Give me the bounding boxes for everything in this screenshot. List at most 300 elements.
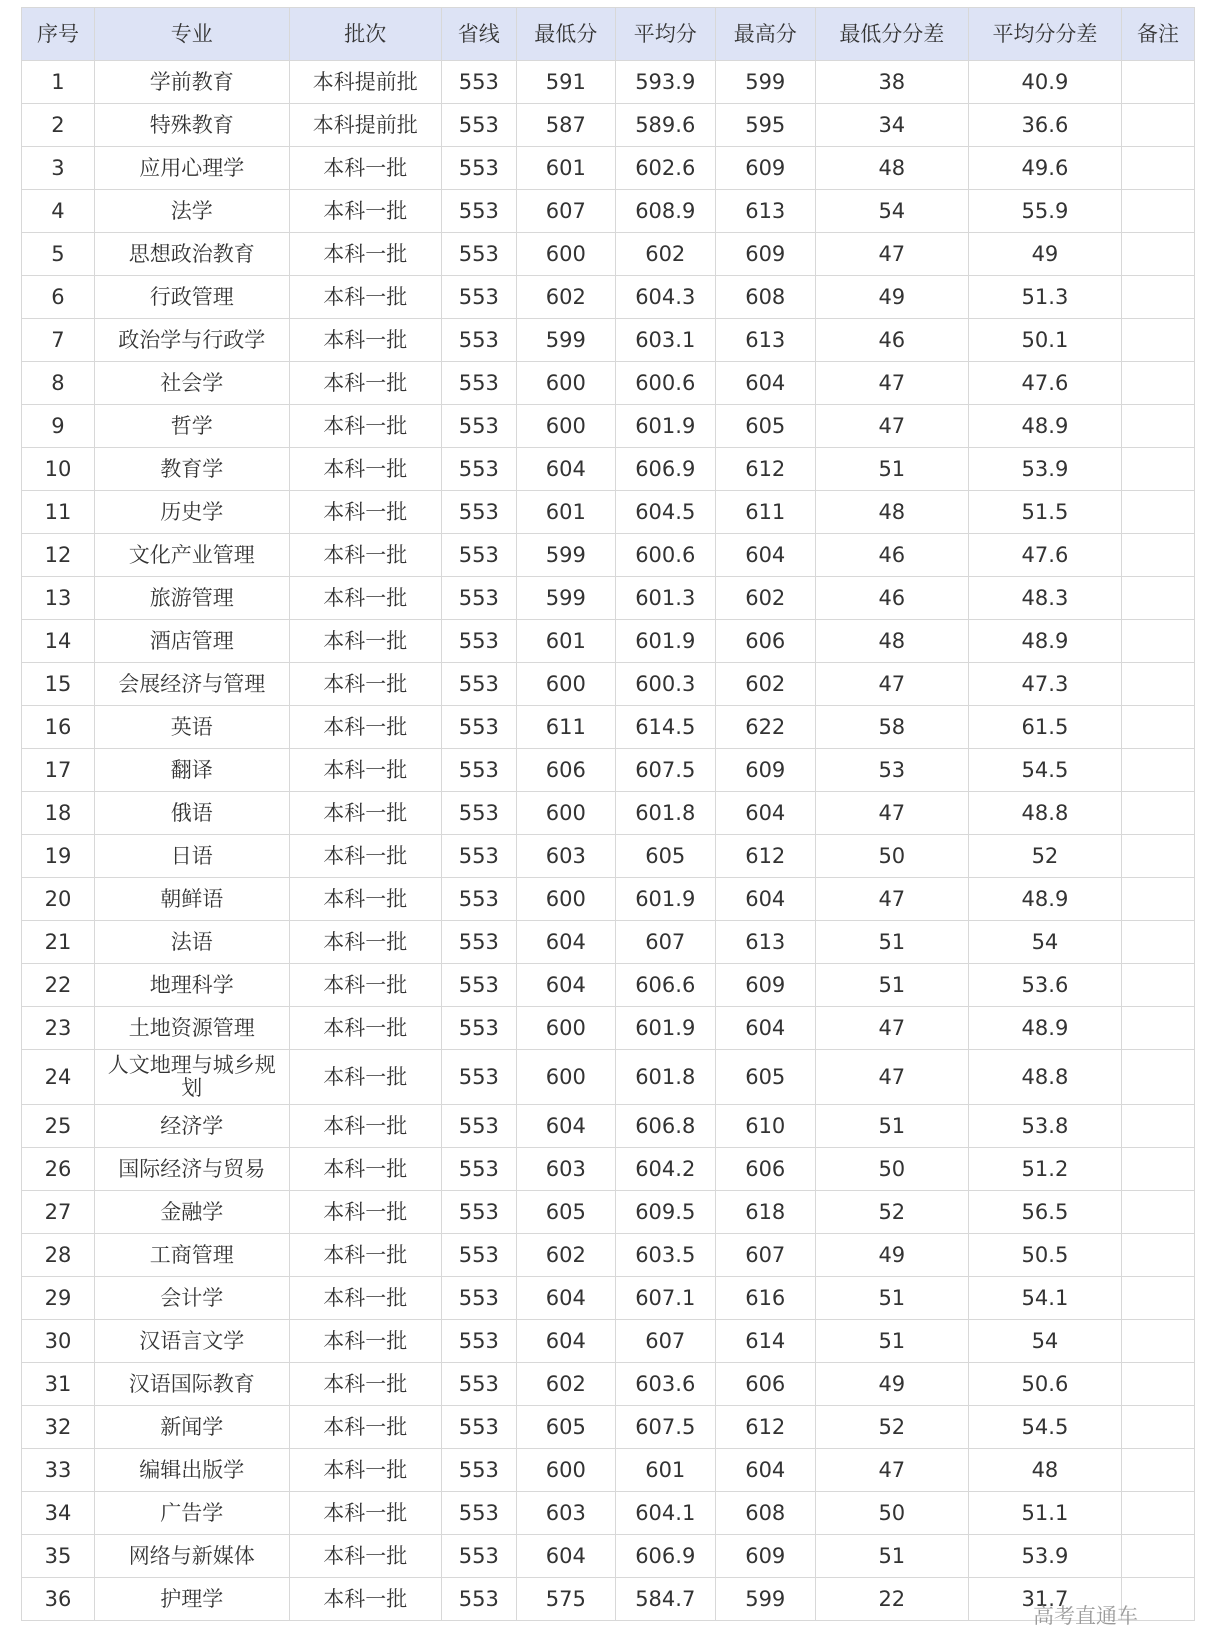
cell-max-score: 604 <box>715 878 815 921</box>
cell-major <box>94 61 289 104</box>
cell-min-diff: 51 <box>815 1320 968 1363</box>
cell-avg-score: 609.5 <box>615 1191 715 1234</box>
cell-index: 25 <box>22 1105 95 1148</box>
major-name: 经济学 <box>160 1114 224 1138</box>
cell-avg-score: 602 <box>615 233 715 276</box>
cell-index: 22 <box>22 964 95 1007</box>
cell-batch: 本科一批 <box>289 1191 441 1234</box>
cell-index: 7 <box>22 319 95 362</box>
cell-index: 24 <box>22 1050 95 1105</box>
cell-index: 19 <box>22 835 95 878</box>
table-row <box>22 964 1195 1007</box>
cell-remark <box>1122 491 1195 534</box>
cell-batch: 本科一批 <box>289 878 441 921</box>
cell-province-line: 553 <box>441 1363 516 1406</box>
cell-remark <box>1122 276 1195 319</box>
cell-remark <box>1122 1007 1195 1050</box>
cell-avg-diff: 47.3 <box>968 663 1121 706</box>
cell-avg-score: 601 <box>615 1449 715 1492</box>
cell-remark <box>1122 749 1195 792</box>
cell-avg-diff: 56.5 <box>968 1191 1121 1234</box>
major-name: 法学 <box>170 199 213 223</box>
major-name: 特殊教育 <box>149 113 234 137</box>
cell-min-diff: 48 <box>815 147 968 190</box>
cell-major <box>94 1320 289 1363</box>
cell-avg-score: 601.9 <box>615 1007 715 1050</box>
major-name: 网络与新媒体 <box>128 1544 255 1568</box>
cell-remark <box>1122 878 1195 921</box>
table-row <box>22 405 1195 448</box>
cell-max-score: 613 <box>715 190 815 233</box>
cell-batch: 本科一批 <box>289 491 441 534</box>
cell-major <box>94 964 289 1007</box>
cell-min-diff: 47 <box>815 233 968 276</box>
cell-min-score: 602 <box>516 276 615 319</box>
cell-avg-diff: 36.6 <box>968 104 1121 147</box>
table-row <box>22 362 1195 405</box>
cell-max-score: 610 <box>715 1105 815 1148</box>
table-row <box>22 620 1195 663</box>
cell-index: 5 <box>22 233 95 276</box>
table-row <box>22 1234 1195 1277</box>
cell-batch: 本科一批 <box>289 233 441 276</box>
cell-province-line: 553 <box>441 663 516 706</box>
cell-min-score: 600 <box>516 792 615 835</box>
table-row <box>22 104 1195 147</box>
cell-max-score: 604 <box>715 792 815 835</box>
cell-batch: 本科一批 <box>289 577 441 620</box>
cell-major <box>94 104 289 147</box>
cell-batch: 本科一批 <box>289 1234 441 1277</box>
cell-min-diff: 48 <box>815 620 968 663</box>
column-header: 专业 <box>94 8 289 61</box>
table-row <box>22 1363 1195 1406</box>
cell-index: 28 <box>22 1234 95 1277</box>
major-name: 土地资源管理 <box>128 1016 255 1040</box>
cell-min-score: 600 <box>516 1449 615 1492</box>
cell-major <box>94 147 289 190</box>
cell-batch: 本科一批 <box>289 448 441 491</box>
cell-avg-diff: 53.9 <box>968 1535 1121 1578</box>
cell-min-diff: 53 <box>815 749 968 792</box>
column-header: 平均分 <box>615 8 715 61</box>
cell-avg-score: 601.3 <box>615 577 715 620</box>
cell-major <box>94 1578 289 1621</box>
watermark-caption: 高考直通车 <box>1033 1604 1138 1628</box>
cell-avg-score: 606.6 <box>615 964 715 1007</box>
cell-major <box>94 1363 289 1406</box>
cell-index: 14 <box>22 620 95 663</box>
cell-remark <box>1122 620 1195 663</box>
cell-max-score: 609 <box>715 964 815 1007</box>
cell-province-line: 553 <box>441 319 516 362</box>
cell-index: 21 <box>22 921 95 964</box>
cell-province-line: 553 <box>441 1578 516 1621</box>
column-header: 最低分 <box>516 8 615 61</box>
table-row <box>22 190 1195 233</box>
cell-remark <box>1122 1406 1195 1449</box>
cell-min-score: 600 <box>516 878 615 921</box>
cell-min-score: 601 <box>516 491 615 534</box>
cell-min-diff: 52 <box>815 1191 968 1234</box>
cell-min-score: 603 <box>516 835 615 878</box>
cell-province-line: 553 <box>441 1449 516 1492</box>
major-name: 新闻学 <box>160 1415 224 1439</box>
cell-min-score: 604 <box>516 1105 615 1148</box>
cell-province-line: 553 <box>441 190 516 233</box>
cell-remark <box>1122 1148 1195 1191</box>
cell-max-score: 604 <box>715 1449 815 1492</box>
cell-min-diff: 22 <box>815 1578 968 1621</box>
table-row <box>22 878 1195 921</box>
cell-min-score: 603 <box>516 1492 615 1535</box>
cell-avg-diff: 48.8 <box>968 1050 1121 1105</box>
cell-major <box>94 577 289 620</box>
major-name: 文化产业管理 <box>128 543 255 567</box>
cell-avg-score: 614.5 <box>615 706 715 749</box>
cell-index: 11 <box>22 491 95 534</box>
cell-major <box>94 1406 289 1449</box>
cell-avg-diff: 51.1 <box>968 1492 1121 1535</box>
cell-max-score: 599 <box>715 61 815 104</box>
cell-avg-score: 601.9 <box>615 620 715 663</box>
cell-max-score: 604 <box>715 534 815 577</box>
cell-major <box>94 835 289 878</box>
cell-major <box>94 878 289 921</box>
cell-min-score: 604 <box>516 921 615 964</box>
column-header: 最高分 <box>715 8 815 61</box>
cell-remark <box>1122 1050 1195 1105</box>
cell-avg-score: 601.8 <box>615 792 715 835</box>
cell-province-line: 553 <box>441 276 516 319</box>
cell-avg-score: 603.5 <box>615 1234 715 1277</box>
major-name: 金融学 <box>160 1200 224 1224</box>
cell-index: 36 <box>22 1578 95 1621</box>
cell-batch: 本科一批 <box>289 1406 441 1449</box>
cell-province-line: 553 <box>441 792 516 835</box>
cell-max-score: 604 <box>715 1007 815 1050</box>
cell-batch: 本科提前批 <box>289 61 441 104</box>
major-name: 旅游管理 <box>149 586 234 610</box>
major-name: 会计学 <box>160 1286 224 1310</box>
cell-max-score: 611 <box>715 491 815 534</box>
cell-avg-diff: 47.6 <box>968 534 1121 577</box>
cell-batch: 本科一批 <box>289 147 441 190</box>
cell-major <box>94 620 289 663</box>
cell-avg-score: 593.9 <box>615 61 715 104</box>
cell-min-score: 599 <box>516 319 615 362</box>
cell-avg-score: 604.2 <box>615 1148 715 1191</box>
cell-batch: 本科一批 <box>289 1449 441 1492</box>
cell-min-diff: 46 <box>815 534 968 577</box>
major-name: 社会学 <box>160 371 224 395</box>
column-header: 批次 <box>289 8 441 61</box>
cell-remark <box>1122 706 1195 749</box>
cell-index: 27 <box>22 1191 95 1234</box>
cell-min-score: 606 <box>516 749 615 792</box>
cell-min-diff: 50 <box>815 1148 968 1191</box>
cell-avg-diff: 47.6 <box>968 362 1121 405</box>
cell-remark <box>1122 1320 1195 1363</box>
cell-min-score: 599 <box>516 534 615 577</box>
major-name: 护理学 <box>160 1587 224 1611</box>
cell-index: 17 <box>22 749 95 792</box>
cell-province-line: 553 <box>441 233 516 276</box>
cell-min-diff: 47 <box>815 1050 968 1105</box>
table-row <box>22 534 1195 577</box>
cell-province-line: 553 <box>441 1105 516 1148</box>
cell-batch: 本科一批 <box>289 620 441 663</box>
cell-major <box>94 663 289 706</box>
table-row <box>22 577 1195 620</box>
cell-province-line: 553 <box>441 1320 516 1363</box>
cell-avg-diff: 48.9 <box>968 405 1121 448</box>
cell-province-line: 553 <box>441 1492 516 1535</box>
cell-avg-diff: 48.8 <box>968 792 1121 835</box>
cell-index: 18 <box>22 792 95 835</box>
cell-index: 23 <box>22 1007 95 1050</box>
cell-batch: 本科一批 <box>289 663 441 706</box>
cell-max-score: 595 <box>715 104 815 147</box>
cell-index: 16 <box>22 706 95 749</box>
cell-major <box>94 1050 289 1105</box>
major-name: 应用心理学 <box>139 156 245 180</box>
cell-avg-diff: 53.6 <box>968 964 1121 1007</box>
cell-avg-score: 606.8 <box>615 1105 715 1148</box>
cell-min-diff: 47 <box>815 405 968 448</box>
table-row <box>22 921 1195 964</box>
cell-major <box>94 276 289 319</box>
cell-batch: 本科一批 <box>289 405 441 448</box>
cell-batch: 本科一批 <box>289 1105 441 1148</box>
cell-min-diff: 51 <box>815 964 968 1007</box>
cell-min-score: 605 <box>516 1191 615 1234</box>
cell-min-score: 600 <box>516 1007 615 1050</box>
cell-remark <box>1122 1449 1195 1492</box>
cell-remark <box>1122 1535 1195 1578</box>
cell-avg-score: 589.6 <box>615 104 715 147</box>
cell-province-line: 553 <box>441 577 516 620</box>
cell-avg-diff: 54 <box>968 921 1121 964</box>
cell-major <box>94 1277 289 1320</box>
major-name: 地理科学 <box>149 973 234 997</box>
cell-batch: 本科一批 <box>289 362 441 405</box>
cell-remark <box>1122 1191 1195 1234</box>
cell-max-score: 607 <box>715 1234 815 1277</box>
major-name: 会展经济与管理 <box>118 672 266 696</box>
cell-min-diff: 51 <box>815 1277 968 1320</box>
cell-batch: 本科一批 <box>289 964 441 1007</box>
cell-major <box>94 1535 289 1578</box>
cell-batch: 本科提前批 <box>289 104 441 147</box>
cell-index: 2 <box>22 104 95 147</box>
cell-min-diff: 51 <box>815 1105 968 1148</box>
table-row <box>22 1007 1195 1050</box>
cell-remark <box>1122 921 1195 964</box>
cell-min-diff: 38 <box>815 61 968 104</box>
cell-max-score: 606 <box>715 620 815 663</box>
cell-remark <box>1122 448 1195 491</box>
cell-min-diff: 47 <box>815 878 968 921</box>
cell-avg-score: 607.1 <box>615 1277 715 1320</box>
cell-avg-diff: 48.9 <box>968 620 1121 663</box>
cell-index: 4 <box>22 190 95 233</box>
cell-avg-score: 607.5 <box>615 1406 715 1449</box>
cell-index: 6 <box>22 276 95 319</box>
cell-avg-score: 601.9 <box>615 878 715 921</box>
cell-avg-diff: 54.5 <box>968 749 1121 792</box>
cell-province-line: 553 <box>441 1234 516 1277</box>
column-header: 序号 <box>22 8 95 61</box>
cell-remark <box>1122 835 1195 878</box>
table-row <box>22 448 1195 491</box>
cell-province-line: 553 <box>441 749 516 792</box>
cell-avg-score: 605 <box>615 835 715 878</box>
cell-min-score: 603 <box>516 1148 615 1191</box>
cell-min-score: 600 <box>516 405 615 448</box>
table-row <box>22 276 1195 319</box>
cell-avg-diff: 49 <box>968 233 1121 276</box>
cell-province-line: 553 <box>441 1406 516 1449</box>
cell-remark <box>1122 61 1195 104</box>
cell-avg-score: 606.9 <box>615 1535 715 1578</box>
cell-avg-score: 600.6 <box>615 534 715 577</box>
cell-max-score: 606 <box>715 1148 815 1191</box>
cell-min-score: 602 <box>516 1234 615 1277</box>
major-name: 英语 <box>170 715 213 739</box>
cell-province-line: 553 <box>441 1050 516 1105</box>
major-name: 哲学 <box>170 414 213 438</box>
cell-min-diff: 48 <box>815 491 968 534</box>
table-row <box>22 1449 1195 1492</box>
cell-remark <box>1122 964 1195 1007</box>
cell-avg-diff: 50.5 <box>968 1234 1121 1277</box>
major-name: 朝鲜语 <box>160 887 224 911</box>
major-name: 行政管理 <box>149 285 234 309</box>
cell-avg-score: 608.9 <box>615 190 715 233</box>
cell-min-score: 604 <box>516 448 615 491</box>
cell-batch: 本科一批 <box>289 749 441 792</box>
cell-min-diff: 47 <box>815 1449 968 1492</box>
cell-min-diff: 58 <box>815 706 968 749</box>
cell-avg-diff: 54 <box>968 1320 1121 1363</box>
cell-province-line: 553 <box>441 620 516 663</box>
cell-remark <box>1122 1492 1195 1535</box>
cell-remark <box>1122 577 1195 620</box>
cell-avg-score: 604.5 <box>615 491 715 534</box>
cell-province-line: 553 <box>441 706 516 749</box>
major-name: 俄语 <box>170 801 213 825</box>
table-row <box>22 147 1195 190</box>
cell-avg-score: 607 <box>615 1320 715 1363</box>
table-header <box>22 8 1195 61</box>
cell-avg-diff: 53.9 <box>968 448 1121 491</box>
table-row <box>22 491 1195 534</box>
cell-max-score: 605 <box>715 1050 815 1105</box>
cell-avg-diff: 31.7 <box>968 1578 1121 1621</box>
table-row <box>22 792 1195 835</box>
cell-min-diff: 47 <box>815 1007 968 1050</box>
cell-max-score: 609 <box>715 147 815 190</box>
cell-batch: 本科一批 <box>289 1578 441 1621</box>
column-header: 平均分分差 <box>968 8 1121 61</box>
cell-avg-diff: 51.2 <box>968 1148 1121 1191</box>
cell-min-score: 611 <box>516 706 615 749</box>
major-name: 法语 <box>170 930 213 954</box>
cell-province-line: 553 <box>441 448 516 491</box>
cell-major <box>94 319 289 362</box>
cell-index: 29 <box>22 1277 95 1320</box>
cell-index: 30 <box>22 1320 95 1363</box>
cell-max-score: 612 <box>715 448 815 491</box>
major-name: 日语 <box>170 844 213 868</box>
cell-min-diff: 46 <box>815 319 968 362</box>
major-name: 编辑出版学 <box>139 1458 245 1482</box>
table-row <box>22 1105 1195 1148</box>
cell-batch: 本科一批 <box>289 319 441 362</box>
cell-remark <box>1122 1105 1195 1148</box>
cell-max-score: 608 <box>715 1492 815 1535</box>
cell-batch: 本科一批 <box>289 1007 441 1050</box>
cell-province-line: 553 <box>441 534 516 577</box>
cell-avg-diff: 49.6 <box>968 147 1121 190</box>
cell-max-score: 609 <box>715 749 815 792</box>
cell-remark <box>1122 792 1195 835</box>
cell-max-score: 608 <box>715 276 815 319</box>
column-header: 备注 <box>1122 8 1195 61</box>
table-row <box>22 1277 1195 1320</box>
cell-max-score: 614 <box>715 1320 815 1363</box>
cell-index: 34 <box>22 1492 95 1535</box>
cell-major <box>94 792 289 835</box>
cell-province-line: 553 <box>441 1007 516 1050</box>
cell-index: 1 <box>22 61 95 104</box>
table-row <box>22 1050 1195 1105</box>
cell-major <box>94 534 289 577</box>
cell-batch: 本科一批 <box>289 1535 441 1578</box>
cell-major <box>94 1148 289 1191</box>
cell-batch: 本科一批 <box>289 835 441 878</box>
cell-avg-score: 606.9 <box>615 448 715 491</box>
cell-avg-diff: 40.9 <box>968 61 1121 104</box>
cell-remark <box>1122 233 1195 276</box>
major-name: 汉语言文学 <box>139 1329 245 1353</box>
major-name: 国际经济与贸易 <box>118 1157 266 1181</box>
cell-index: 9 <box>22 405 95 448</box>
admission-score-table <box>21 7 1195 1621</box>
cell-batch: 本科一批 <box>289 706 441 749</box>
cell-avg-diff: 55.9 <box>968 190 1121 233</box>
cell-max-score: 602 <box>715 663 815 706</box>
cell-avg-score: 604.3 <box>615 276 715 319</box>
column-header: 最低分分差 <box>815 8 968 61</box>
cell-index: 15 <box>22 663 95 706</box>
cell-avg-diff: 50.6 <box>968 1363 1121 1406</box>
cell-avg-diff: 50.1 <box>968 319 1121 362</box>
cell-min-score: 601 <box>516 620 615 663</box>
cell-max-score: 602 <box>715 577 815 620</box>
cell-min-diff: 54 <box>815 190 968 233</box>
table-row <box>22 61 1195 104</box>
header-row <box>22 8 1195 61</box>
cell-remark <box>1122 190 1195 233</box>
major-name: 教育学 <box>160 457 224 481</box>
cell-min-diff: 49 <box>815 1234 968 1277</box>
major-name: 学前教育 <box>149 70 234 94</box>
cell-avg-score: 600.3 <box>615 663 715 706</box>
table-row <box>22 233 1195 276</box>
cell-min-score: 604 <box>516 1277 615 1320</box>
